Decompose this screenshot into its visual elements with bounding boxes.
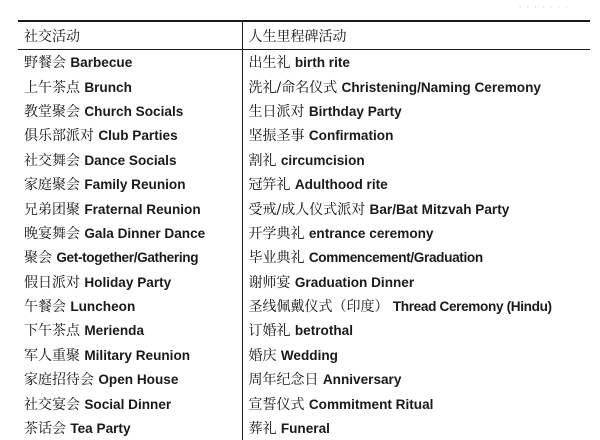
social-activity-english: Gala Dinner Dance [84, 226, 205, 241]
social-activity-english: Get-together/Gathering [56, 250, 198, 265]
table-row [18, 172, 590, 196]
milestone-event-chinese: 生日派对 [249, 104, 305, 120]
social-activity-chinese: 野餐会 [24, 55, 66, 71]
table-row [18, 245, 590, 269]
milestone-event-cell [242, 367, 590, 391]
social-activity-chinese: 晚宴舞会 [24, 226, 80, 242]
milestone-event-chinese: 坚振圣事 [249, 128, 305, 144]
milestone-event-english: Commencement/Graduation [309, 250, 483, 265]
milestone-event-chinese: 宣誓仪式 [249, 397, 305, 413]
milestone-event-cell [242, 99, 590, 123]
milestone-event-chinese: 订婚礼 [249, 323, 291, 339]
social-activity-cell [18, 172, 242, 196]
header-milestone-events: 人生里程碑活动 [242, 21, 590, 50]
social-activity-english: Military Reunion [84, 348, 190, 363]
milestone-event-cell [242, 123, 590, 147]
milestone-event-english: circumcision [281, 153, 365, 168]
social-activity-english: Holiday Party [84, 275, 171, 290]
social-activity-cell [18, 245, 242, 269]
milestone-event-cell [242, 270, 590, 294]
social-activity-chinese: 家庭招待会 [24, 372, 94, 388]
social-activity-cell [18, 99, 242, 123]
social-activity-english: Club Parties [98, 128, 177, 143]
social-activity-cell [18, 74, 242, 98]
events-table [18, 20, 590, 440]
milestone-event-chinese: 周年纪念日 [249, 372, 319, 388]
milestone-event-english: birth rite [295, 55, 350, 70]
milestone-event-chinese: 洗礼/命名仪式 [249, 80, 338, 96]
table-row [18, 50, 590, 75]
milestone-event-english: Commitment Ritual [309, 397, 434, 412]
social-activity-chinese: 兄弟团聚 [24, 202, 80, 218]
social-activity-english: Barbecue [70, 55, 132, 70]
milestone-event-cell [242, 245, 590, 269]
table-row [18, 196, 590, 220]
social-activity-cell [18, 416, 242, 440]
milestone-event-chinese: 婚庆 [249, 348, 277, 364]
table-row [18, 123, 590, 147]
social-activity-cell [18, 123, 242, 147]
table-row [18, 318, 590, 342]
milestone-event-chinese: 圣线佩戴仪式（印度） [249, 299, 389, 315]
milestone-event-cell [242, 196, 590, 220]
milestone-event-chinese: 开学典礼 [249, 226, 305, 242]
social-activity-chinese: 家庭聚会 [24, 177, 80, 193]
milestone-event-english: Funeral [281, 421, 330, 436]
milestone-event-cell [242, 318, 590, 342]
social-activity-cell [18, 367, 242, 391]
header-social-activities: 社交活动 [18, 21, 242, 50]
milestone-event-chinese: 冠笄礼 [249, 177, 291, 193]
table-row [18, 148, 590, 172]
milestone-event-chinese: 出生礼 [249, 55, 291, 71]
social-activity-chinese: 下午茶点 [24, 323, 80, 339]
milestone-event-chinese: 受戒/成人仪式派对 [249, 202, 366, 218]
milestone-event-english: betrothal [295, 323, 353, 338]
social-activity-chinese: 社交宴会 [24, 397, 80, 413]
social-activity-cell [18, 294, 242, 318]
social-activity-chinese: 俱乐部派对 [24, 128, 94, 144]
social-activity-chinese: 茶话会 [24, 421, 66, 437]
table-row [18, 343, 590, 367]
milestone-event-cell [242, 50, 590, 75]
milestone-event-chinese: 割礼 [249, 153, 277, 169]
milestone-event-english: Confirmation [309, 128, 394, 143]
social-activity-chinese: 上午茶点 [24, 80, 80, 96]
milestone-event-cell [242, 416, 590, 440]
social-activity-english: Family Reunion [84, 177, 185, 192]
social-activity-chinese: 教堂聚会 [24, 104, 80, 120]
table-body [18, 50, 590, 440]
table-row [18, 74, 590, 98]
table-row [18, 221, 590, 245]
social-activity-cell [18, 318, 242, 342]
milestone-event-english: Anniversary [323, 372, 402, 387]
table-row [18, 99, 590, 123]
milestone-event-english: Graduation Dinner [295, 275, 414, 290]
milestone-event-cell [242, 343, 590, 367]
social-activity-english: Fraternal Reunion [84, 202, 200, 217]
social-activity-chinese: 军人重聚 [24, 348, 80, 364]
social-activity-english: Brunch [84, 80, 132, 95]
milestone-event-english: entrance ceremony [309, 226, 434, 241]
milestone-event-cell [242, 172, 590, 196]
milestone-event-english: Adulthood rite [295, 177, 388, 192]
top-margin [0, 0, 600, 16]
social-activity-cell [18, 391, 242, 415]
table-row [18, 294, 590, 318]
milestone-event-cell [242, 148, 590, 172]
milestone-event-chinese: 毕业典礼 [249, 250, 305, 266]
milestone-event-english: Christening/Naming Ceremony [342, 80, 541, 95]
milestone-event-cell [242, 391, 590, 415]
table-row [18, 391, 590, 415]
table-row [18, 416, 590, 440]
social-activity-cell [18, 221, 242, 245]
social-activity-english: Merienda [84, 323, 144, 338]
milestone-event-english: Wedding [281, 348, 338, 363]
social-activity-english: Dance Socials [84, 153, 176, 168]
table-row [18, 270, 590, 294]
table-header-row [18, 21, 590, 50]
social-activity-cell [18, 196, 242, 220]
social-activity-cell [18, 343, 242, 367]
social-activity-cell [18, 270, 242, 294]
social-activity-cell [18, 148, 242, 172]
social-activity-chinese: 聚会 [24, 250, 52, 266]
milestone-event-chinese: 葬礼 [249, 421, 277, 437]
social-activity-english: Luncheon [70, 299, 135, 314]
social-activity-english: Social Dinner [84, 397, 171, 412]
social-activity-chinese: 假日派对 [24, 275, 80, 291]
social-activity-cell [18, 50, 242, 75]
milestone-event-english: Bar/Bat Mitzvah Party [370, 202, 510, 217]
social-activity-chinese: 午餐会 [24, 299, 66, 315]
table-row [18, 367, 590, 391]
milestone-event-chinese: 谢师宴 [249, 275, 291, 291]
milestone-event-cell [242, 74, 590, 98]
milestone-event-english: Thread Ceremony (Hindu) [393, 299, 552, 314]
social-activity-english: Open House [98, 372, 178, 387]
social-activity-chinese: 社交舞会 [24, 153, 80, 169]
social-activity-english: Tea Party [70, 421, 130, 436]
milestone-event-cell [242, 221, 590, 245]
milestone-event-cell [242, 294, 590, 318]
faint-header-marks: · · · · · · · [516, 3, 570, 13]
social-activity-english: Church Socials [84, 104, 183, 119]
milestone-event-english: Birthday Party [309, 104, 402, 119]
